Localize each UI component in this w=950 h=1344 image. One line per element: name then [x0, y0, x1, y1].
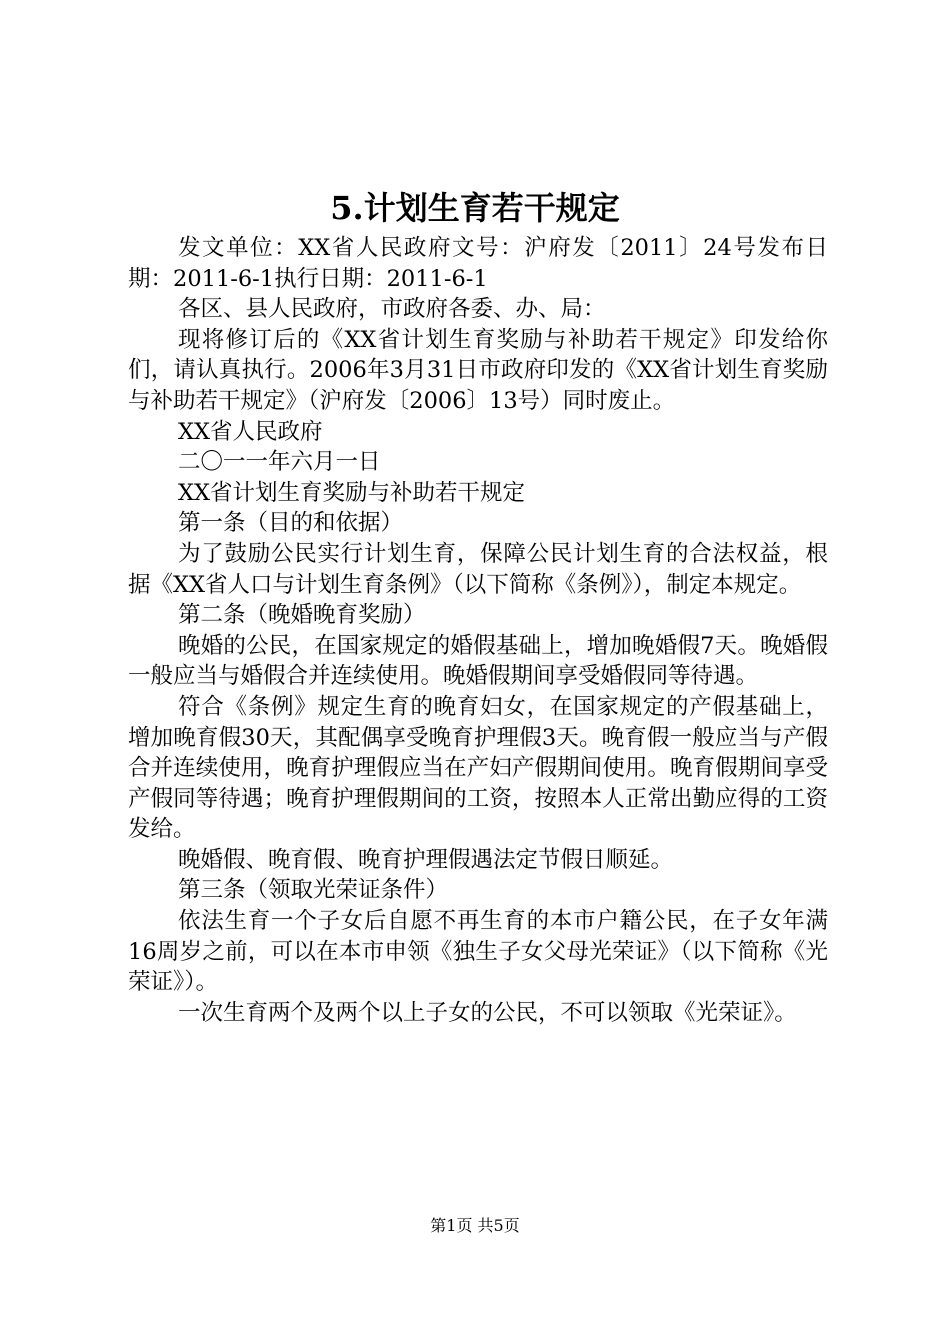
article-2-text-3: 晚婚假、晚育假、晚育护理假遇法定节假日顺延。 — [178, 846, 674, 873]
document-title: 5.计划生育若干规定 — [330, 189, 620, 227]
article-3-text-2: 一次生育两个及两个以上子女的公民，不可以领取《光荣证》。 — [178, 999, 797, 1026]
article-2-text-1: 晚婚的公民，在国家规定的婚假基础上，增加晚婚假7天。晚婚假一般应当与婚假合并连续使用。晚婚假期间享受婚假同等待遇。 — [128, 632, 828, 690]
paragraph-issue-date: 二〇一一年六月一日 — [178, 449, 381, 476]
paragraph-addressees: 各区、县人民政府，市政府各委、办、局： — [178, 296, 606, 323]
paragraph-regulation-title: XX省计划生育奖励与补助若干规定 — [178, 479, 526, 506]
article-3-heading: 第三条（领取光荣证条件） — [178, 877, 449, 904]
article-2-heading: 第二条（晚婚晚育奖励） — [178, 602, 426, 629]
paragraph-issuer-info: 发文单位：XX省人民政府文号：沪府发〔2011〕24号发布日期：2011-6-1执行日期：2011-6-1 — [128, 235, 828, 292]
paragraph-issuing-authority: XX省人民政府 — [178, 418, 323, 445]
article-3-text-1: 依法生育一个子女后自愿不再生育的本市户籍公民，在子女年满16周岁之前，可以在本市申领《独生子女父母光荣证》（以下简称《光荣证》）。 — [128, 908, 828, 996]
paragraph-notice: 现将修订后的《XX省计划生育奖励与补助若干规定》印发给你们，请认真执行。2006年3月31日市政府印发的《XX省计划生育奖励与补助若干规定》（沪府发〔2006〕13号）同时废止。 — [128, 326, 828, 414]
article-2-text-2: 符合《条例》规定生育的晚育妇女，在国家规定的产假基础上，增加晚育假30天，其配偶享受晚育护理假3天。晚育假一般应当与产假合并连续使用，晚育护理假应当在产妇产假期间使用。晚育假期间享受产假同等待遇；晚育护理假期间的工资，按照本人正常出勤应得的工资发给。 — [128, 693, 828, 843]
document-body — [128, 233, 828, 1028]
page-number-footer: 第1页 共5页 — [430, 1216, 520, 1235]
article-1-text: 为了鼓励公民实行计划生育，保障公民计划生育的合法权益，根据《XX省人口与计划生育条例》（以下简称《条例》），制定本规定。 — [128, 540, 828, 598]
article-1-heading: 第一条（目的和依据） — [178, 510, 404, 537]
